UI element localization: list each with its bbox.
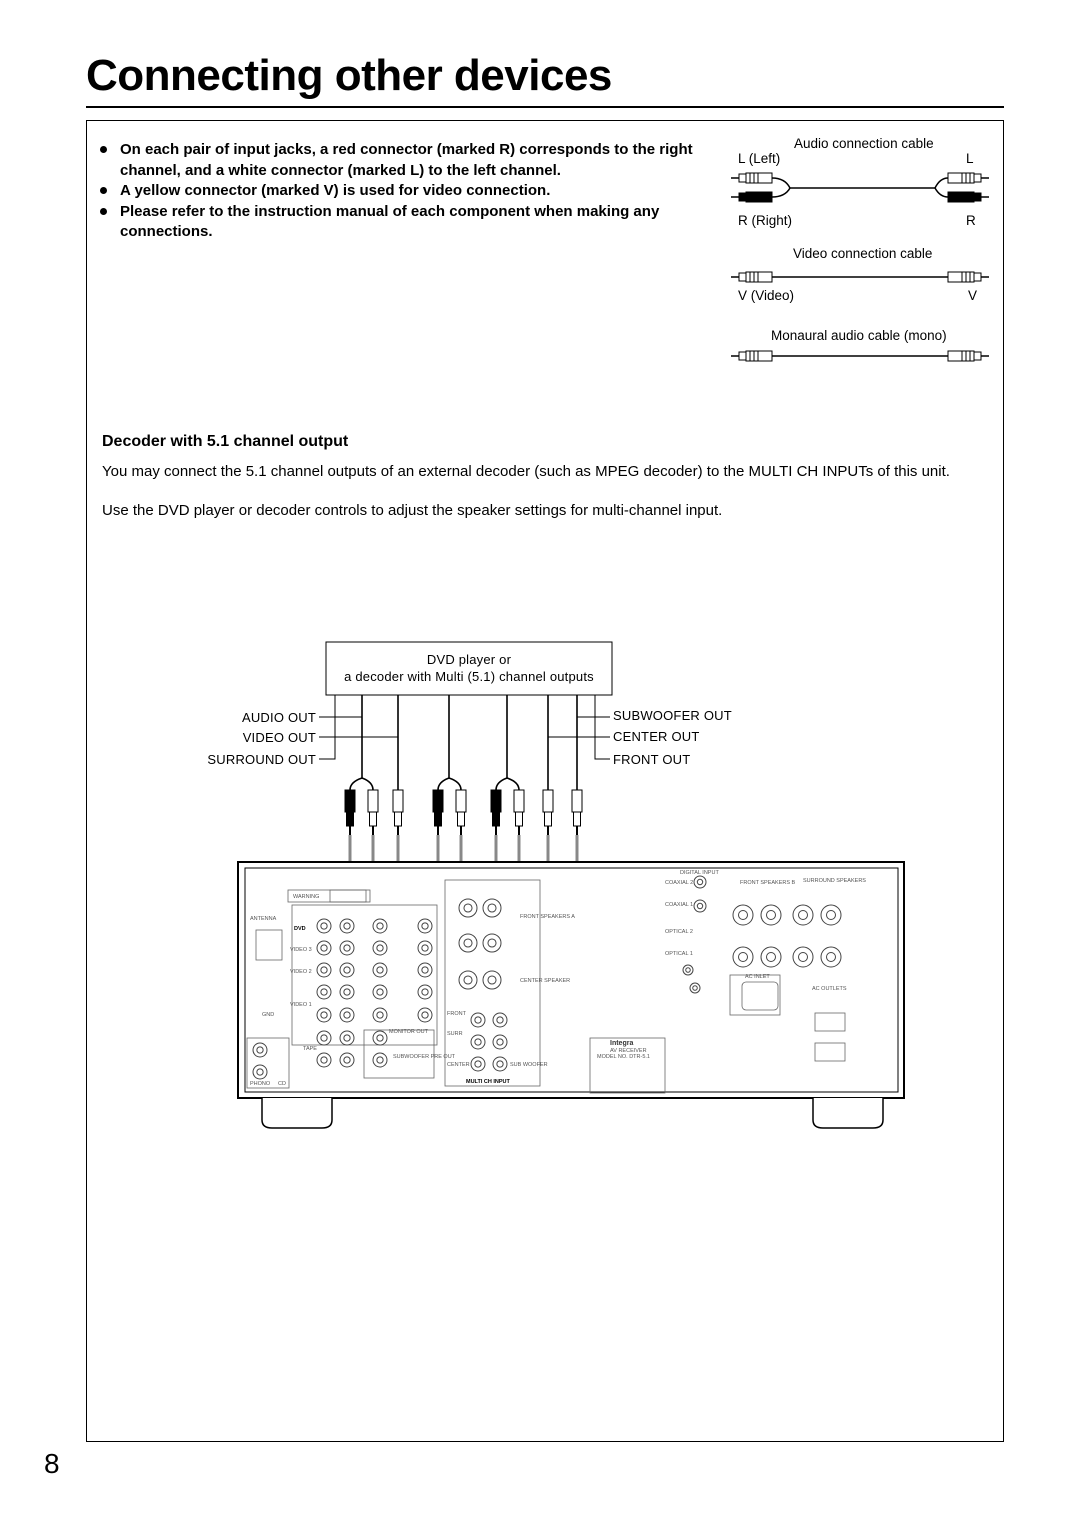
video2-label: VIDEO 2 xyxy=(290,969,312,975)
video-cable-right-label: V xyxy=(968,288,978,303)
audio-cable-left-label: L (Left) xyxy=(738,151,781,166)
front-input-label: FRONT xyxy=(447,1011,466,1017)
audio-out-label: AUDIO OUT xyxy=(241,710,316,725)
coaxial2-label: COAXIAL 2 xyxy=(665,880,694,886)
note-item: A yellow connector (marked V) is used for video connection. xyxy=(98,181,698,202)
page-title: Connecting other devices xyxy=(86,51,612,100)
source-line-1: DVD player or xyxy=(426,652,512,667)
surr-input-label: SURR xyxy=(447,1031,463,1037)
subwoofer-pre-out-label: SUBWOOFER PRE OUT xyxy=(393,1054,456,1060)
brand-label: Integra xyxy=(610,1040,634,1047)
video-cable-left-label: V (Video) xyxy=(738,288,795,303)
video1-label: VIDEO 1 xyxy=(290,1002,312,1008)
rca-plug xyxy=(491,790,501,835)
center-out-label: CENTER OUT xyxy=(613,729,700,744)
rca-plug xyxy=(456,790,466,835)
digital-input-label: DIGITAL INPUT xyxy=(680,870,719,876)
coaxial1-label: COAXIAL 1 xyxy=(665,902,694,908)
surround-out-label: SURROUND OUT xyxy=(207,752,316,767)
center-input-label: CENTER xyxy=(447,1062,470,1068)
subwoofer-out-label: SUBWOOFER OUT xyxy=(613,708,732,723)
ac-inlet-label: AC INLET xyxy=(745,974,770,980)
rca-plug xyxy=(393,790,403,835)
section-paragraph-2: Use the DVD player or decoder controls to adjust the speaker settings for multi-channel input. xyxy=(102,502,723,519)
section-paragraph-1: You may connect the 5.1 channel outputs of an external decoder (such as MPEG decoder) to the MULTI CH INPUTs of this unit. xyxy=(102,463,950,480)
front-out-label: FRONT OUT xyxy=(613,752,691,767)
av-receiver-label: AV RECEIVER xyxy=(610,1048,647,1054)
center-speaker-label: CENTER SPEAKER xyxy=(520,978,571,984)
rca-plug xyxy=(433,790,443,835)
page-number: 8 xyxy=(44,1448,60,1479)
section-heading: Decoder with 5.1 channel output xyxy=(102,433,349,450)
optical2-label: OPTICAL 2 xyxy=(665,929,693,935)
phono-label: PHONO xyxy=(250,1081,271,1087)
ac-outlets-label: AC OUTLETS xyxy=(812,986,847,992)
cd-label: CD xyxy=(278,1081,286,1087)
rca-plug xyxy=(572,790,582,835)
audio-cable-right-bottom-label: R xyxy=(966,213,976,228)
dvd-label: DVD xyxy=(294,926,306,932)
warning-label: WARNING xyxy=(293,894,320,900)
audio-cable-left-bottom-label: R (Right) xyxy=(738,213,793,228)
front-speakers-b-label: FRONT SPEAKERS B xyxy=(740,880,796,886)
monitor-out-label: MONITOR OUT xyxy=(389,1029,429,1035)
video-cable-title: Video connection cable xyxy=(793,246,933,261)
audio-cable-right-label: L xyxy=(966,151,974,166)
rca-plug xyxy=(368,790,378,835)
front-speakers-a-label: FRONT SPEAKERS A xyxy=(520,914,575,920)
surround-speakers-label: SURROUND SPEAKERS xyxy=(803,878,866,884)
audio-cable-title: Audio connection cable xyxy=(794,136,934,151)
gnd-label: GND xyxy=(262,1012,275,1018)
tape-label: TAPE xyxy=(303,1046,317,1052)
multi-ch-input-label: MULTI CH INPUT xyxy=(466,1079,510,1085)
antenna-label: ANTENNA xyxy=(250,916,277,922)
optical1-label: OPTICAL 1 xyxy=(665,951,693,957)
video-out-label: VIDEO OUT xyxy=(242,730,316,745)
source-line-2: a decoder with Multi (5.1) channel outputs xyxy=(344,669,594,684)
rca-plug xyxy=(543,790,553,835)
mono-cable-title: Monaural audio cable (mono) xyxy=(771,328,947,343)
sub-woofer-input-label: SUB WOOFER xyxy=(510,1062,548,1068)
rca-plug xyxy=(514,790,524,835)
video3-label: VIDEO 3 xyxy=(290,947,312,953)
model-label: MODEL NO. DTR-5.1 xyxy=(597,1054,650,1060)
note-item: On each pair of input jacks, a red connector (marked R) corresponds to the right channel, and a white connector (marked L) to the left channel. xyxy=(98,140,698,181)
note-item: Please refer to the instruction manual of each component when making any connections. xyxy=(98,202,698,243)
rca-plug xyxy=(345,790,355,835)
